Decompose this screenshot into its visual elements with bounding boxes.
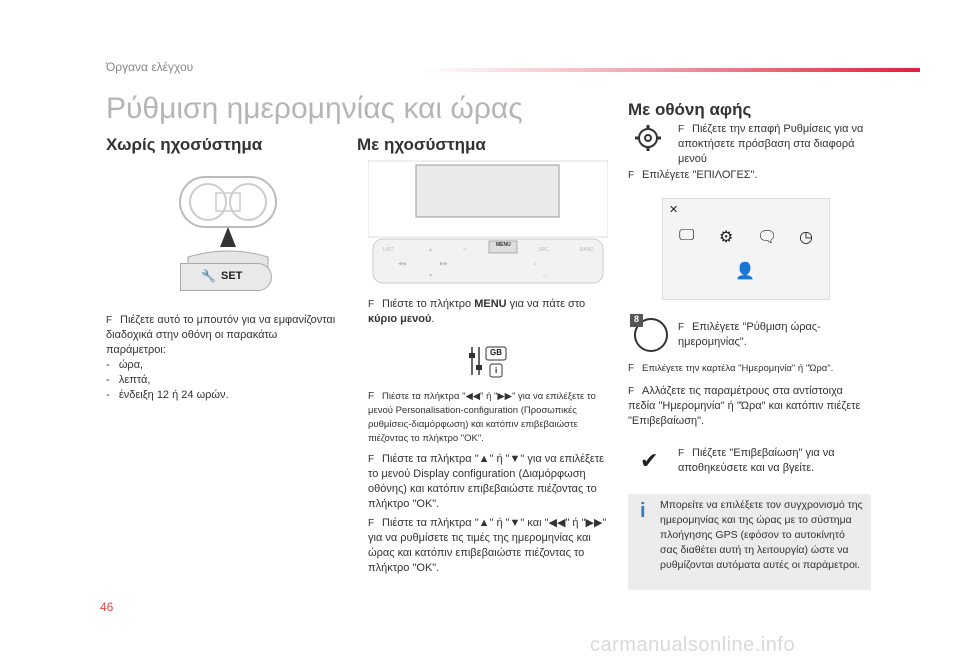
svg-text:LIST: LIST <box>383 247 394 253</box>
gear-icon <box>634 124 662 152</box>
heading-no-audio: Χωρίς ηχοσύστημα <box>106 135 263 154</box>
col3-step5: F Αλλάζετε τις παραμέτρους στα αντίστοιχα πεδία "Ημερομηνία" ή "Ώρα" και κατόπιν πιέζετε "Επιβεβαίωση". <box>628 385 861 427</box>
language-settings-icon <box>468 345 508 379</box>
svg-text:▭: ▭ <box>543 273 548 279</box>
menu-key-label: MENU <box>496 242 511 248</box>
svg-text:♫: ♫ <box>533 261 537 267</box>
svg-text:▼: ▼ <box>428 273 433 279</box>
col1-intro: F Πιέζετε αυτό το μπουτόν για να εμφανίζονται διαδοχικά στην οθόνη οι παρακάτω παράμετροι: <box>106 314 336 356</box>
badge-8: 8 <box>630 314 643 327</box>
col3-step6: F Πιέζετε "Επιβεβαίωση" για να αποθηκεύσετε και να βγείτε. <box>678 447 835 474</box>
heading-with-audio: Με ηχοσύστημα <box>357 135 486 154</box>
clock-icon[interactable]: ◷ <box>799 229 813 246</box>
col2-step2: F Πιέστε τα πλήκτρα "◀◀" ή "▶▶" για να επιλέξετε το μενού Personalisation-configuration (Προσωπικές ρυθμίσεις-διαμόρφωση) και κατόπιν επιβεβαιώστε πιέζοντας το πλήκτρο "OK". <box>368 391 596 444</box>
audio-panel-illustration <box>368 155 608 285</box>
col3-step2: F Επιλέγετε "ΕΠΙΛΟΓΕΣ". <box>628 169 758 181</box>
list-item: - ώρα, <box>106 359 144 371</box>
close-icon[interactable]: ✕ <box>669 204 679 216</box>
col2-step3: F Πιέστε τα πλήκτρα "▲" ή "▼" για να επιλέξετε το μενού Display configuration (Διαμόρφωση οθόνης) και κατόπιν επιβεβαιώστε πιέζοντας το πλήκτρο "OK". <box>368 453 605 510</box>
section-label: Όργανα ελέγχου <box>106 60 194 74</box>
svg-text:SRC: SRC <box>538 247 549 253</box>
display-icon[interactable]: 🖵 <box>679 227 695 244</box>
svg-text:▲: ▲ <box>428 247 433 253</box>
svg-text:◀◀: ◀◀ <box>398 261 406 267</box>
page-title: Ρύθμιση ημερομηνίας και ώρας <box>106 92 523 125</box>
settings-gear-icon[interactable]: ⚙ <box>719 229 734 246</box>
options-screen <box>662 198 830 300</box>
svg-text:▶▶: ▶▶ <box>440 261 448 267</box>
info-icon: i <box>640 500 646 522</box>
profile-icon[interactable]: 👤 <box>735 263 755 280</box>
language-icon[interactable]: 🗨 <box>757 229 778 246</box>
checkmark-icon: ✔ <box>640 448 659 473</box>
col3-step4: F Επιλέγετε την καρτέλα "Ημερομηνία" ή "Ώρα". <box>628 363 834 374</box>
wrench-icon: 🔧 <box>201 269 216 283</box>
col2-step1: F Πιέστε το πλήκτρο MENU για να πάτε στο κύριο μενού. <box>368 298 586 325</box>
set-button[interactable] <box>180 263 272 291</box>
watermark: carmanualsonline.info <box>590 634 796 656</box>
info-text: Μπορείτε να επιλέξετε τον συγχρονισμό της ημερομηνίας και της ώρας με το σύστημα πλοήγησης GPS (εφόσον το αυτοκίνητό σας διαθέτει αυτή τη λειτουργία) ώστε να ρυθμίζονται αυτόματα αυτές οι παράμετροι. <box>660 499 863 571</box>
page-number: 46 <box>100 600 114 614</box>
set-button-label: SET <box>221 270 243 282</box>
list-item: - λεπτά, <box>106 374 151 386</box>
col3-step3: F Επιλέγετε "Ρύθμιση ώρας-ημερομηνίας". <box>678 321 821 348</box>
svg-text:BAND: BAND <box>580 247 594 253</box>
gb-icon-label: GB <box>490 348 502 357</box>
i-icon-label: i <box>495 366 498 375</box>
list-item: - ένδειξη 12 ή 24 ωρών. <box>106 389 229 401</box>
param-list <box>106 358 336 403</box>
svg-text:↵: ↵ <box>463 247 468 253</box>
header-rule <box>420 68 920 72</box>
heading-touchscreen: Με οθόνη αφής <box>628 100 752 119</box>
col3-step1: F Πιέζετε την επαφή Ρυθμίσεις για να αποκτήσετε πρόσβαση στα διαφορά μενού <box>678 123 864 165</box>
col2-step4: F Πιέστε τα πλήκτρα "▲" ή "▼" και "◀◀" ή "▶▶" για να ρυθμίσετε τις τιμές της ημερομηνίας και ώρας και κατόπιν επιβεβαιώστε πιέζοντας το πλήκτρο "OK". <box>368 517 607 574</box>
